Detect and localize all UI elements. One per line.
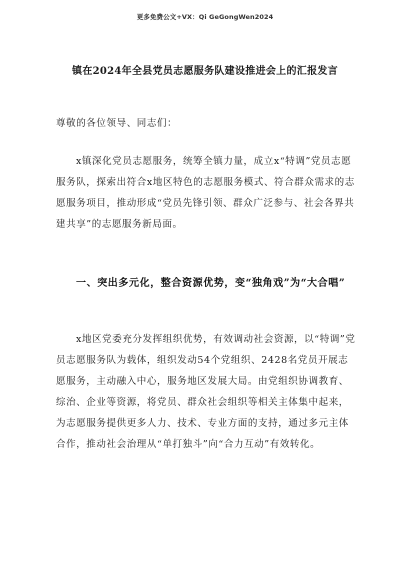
salutation: 尊敬的各位领导、同志们：: [56, 118, 178, 129]
header-note: 更多免费公文+VX：Qi GeGongWen2024: [136, 13, 274, 21]
section-heading-1: 一、突出多元化，整合资源优势，变“独角戏”为“大合唱”: [76, 278, 346, 289]
paragraph-intro: x镇深化党员志愿服务，统筹全镇力量，成立x“特调”党员志愿服务队，探索出符合x地区特色的志愿服务模式、符合群众需求的志愿服务项目，推动形成“党员先锋引领、群众广泛参与、社会各界共建共享”的志愿服务新局面。: [56, 156, 355, 230]
paragraph-section-1: x地区党委充分发挥组织优势，有效调动社会资源，以“特调”党员志愿服务队为载体，组织发动54个党组织、2428名党员开展志愿服务，主动融入中心，服务地区发展大局。由党组织协调教育、综治、企业等资源，将党员、群众社会组织等相关主体集中起来，为志愿服务提供更多人力、技术、专业方面的支持，通过多元主体合作，推动社会治理从“单打独斗”向“合力互动”有效转化。: [56, 334, 356, 450]
document-title: 镇在2024年全县党员志愿服务队建设推进会上的汇报发言: [72, 66, 338, 77]
